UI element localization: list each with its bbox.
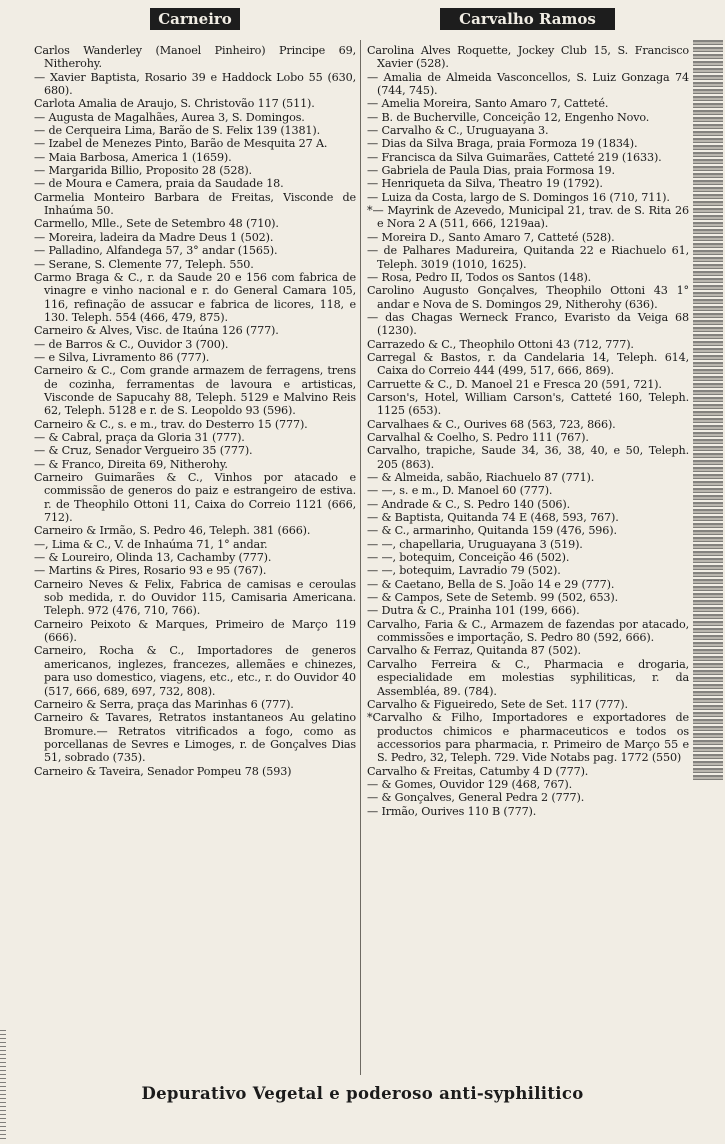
directory-entry: — —, botequim, Lavradio 79 (502).	[367, 564, 561, 578]
directory-entry: — & Cruz, Senador Vergueiro 35 (777).	[34, 444, 253, 458]
directory-entry: Carlos Wanderley (Manoel Pinheiro) Principe 69, Nitherohy.	[34, 44, 356, 71]
directory-entry: Carneiro Neves & Felix, Fabrica de camisas e ceroulas sob medida, r. do Ouvidor 115, Camisaria Americana. Teleph. 972 (476, 710, 766).	[34, 577, 356, 618]
directory-entry: — Serane, S. Clemente 77, Teleph. 550.	[34, 257, 254, 271]
directory-entry: Carneiro & Tavares, Retratos instantaneos Au gelatino Bromure.— Retratos vitrificados a fogo, como as porcellanas de Sevres e Limoges, r. de Gonçalves Dias 51, sobrado (735).	[34, 711, 356, 765]
directory-entry: Carregal & Bastos, r. da Candelaria 14, Teleph. 614, Caixa do Correio 444 (499, 517, 666, 869).	[367, 350, 689, 378]
directory-entry: — de Moura e Camera, praia da Saudade 18.	[34, 177, 284, 191]
directory-entry: — Andrade & C., S. Pedro 140 (506).	[367, 497, 571, 511]
directory-entry: Carvalho Ferreira & C., Pharmacia e drogaria, especialidade em molestias syphiliticas, r. da Assembléa, 89. (784).	[367, 657, 689, 698]
directory-entry: — —, botequim, Conceição 46 (502).	[367, 551, 570, 565]
directory-entry: Carrazedo & C., Theophilo Ottoni 43 (712, 777).	[367, 337, 634, 351]
directory-entry: Carneiro & Taveira, Senador Pompeu 78 (593)	[34, 764, 292, 778]
directory-entry: Carson's, Hotel, William Carson's, Catteté 160, Teleph. 1125 (653).	[367, 390, 689, 418]
left-column	[34, 44, 356, 778]
directory-entry: Carmelia Monteiro Barbara de Freitas, Visconde de Inhaúma 50.	[34, 190, 356, 218]
page-edge-marks	[693, 40, 723, 780]
directory-entry: Carvalho, trapiche, Saude 34, 36, 38, 40, e 50, Teleph. 205 (863).	[367, 444, 689, 471]
directory-entry: — & Caetano, Bella de S. João 14 e 29 (777).	[367, 577, 615, 591]
directory-entry: — das Chagas Werneck Franco, Evaristo da Veiga 68 (1230).	[367, 310, 689, 338]
directory-entry: Carneiro & C., Com grande armazem de ferragens, trens de cozinha, ferramentas de lavoura e artisticas, Visconde de Sapucahy 88, Teleph. 5129 e Malvino Reis 62, Teleph. 5128 e r. de S. Leopoldo 93 (596).	[34, 364, 356, 418]
directory-entry: Carvalho & Figueiredo, Sete de Set. 117 (777).	[367, 697, 628, 711]
directory-entry: Carneiro Guimarães & C., Vinhos por atacado e commissão de generos do paiz e estrangeiro de estiva. r. de Theophilo Ottoni 11, Caixa do Correio 1121 (666, 712).	[34, 471, 356, 525]
directory-entry: — B. de Bucherville, Conceição 12, Engenho Novo.	[367, 110, 650, 124]
directory-entry: — Moreira, ladeira da Madre Deus 1 (502).	[34, 230, 274, 244]
directory-entry: — & Loureiro, Olinda 13, Cachamby (777).	[34, 551, 272, 565]
directory-entry: — Margarida Billio, Proposito 28 (528).	[34, 164, 252, 178]
directory-entry: — Amalia de Almeida Vasconcellos, S. Luiz Gonzaga 74 (744, 745).	[367, 70, 689, 98]
directory-entry: — —, chapellaria, Uruguayana 3 (519).	[367, 537, 583, 551]
directory-entry: — Luiza da Costa, largo de S. Domingos 16 (710, 711).	[367, 190, 670, 204]
directory-entry: — Izabel de Menezes Pinto, Barão de Mesquita 27 A.	[34, 137, 328, 151]
directory-entry: — Xavier Baptista, Rosario 39 e Haddock Lobo 55 (630, 680).	[34, 70, 356, 98]
directory-entry: Carneiro, Rocha & C., Importadores de generos americanos, inglezes, francezes, allemães e chinezes, para uso domestico, viagens, etc., etc., r. do Ouvidor 40 (517, 666, 689, 697, 732, 808).	[34, 644, 356, 698]
directory-entry: Carneiro & Irmão, S. Pedro 46, Teleph. 381 (666).	[34, 524, 311, 538]
directory-entry: — Augusta de Magalhães, Aurea 3, S. Domingos.	[34, 110, 305, 124]
directory-entry: Carvalho & Ferraz, Quitanda 87 (502).	[367, 644, 581, 658]
directory-entry: — & Campos, Sete de Setemb. 99 (502, 653).	[367, 591, 619, 605]
directory-entry: — Maia Barbosa, America 1 (1659).	[34, 150, 232, 164]
directory-entry: Carvalhal & Coelho, S. Pedro 111 (767).	[367, 430, 589, 444]
footer-advertisement: Depurativo Vegetal e poderoso anti-syphilitico	[141, 1084, 584, 1103]
directory-entry: — Moreira D., Santo Amaro 7, Catteté (528).	[367, 230, 615, 244]
directory-entry: — de Barros & C., Ouvidor 3 (700).	[34, 337, 229, 351]
directory-entry: —, Lima & C., V. de Inhaúma 71, 1° andar.	[34, 537, 268, 551]
directory-entry: Carneiro & Serra, praça das Marinhas 6 (777).	[34, 697, 294, 711]
directory-entry: — de Cerqueira Lima, Barão de S. Felix 139 (1381).	[34, 124, 321, 138]
directory-entry: — & Cabral, praça da Gloria 31 (777).	[34, 430, 245, 444]
directory-entry: — Amelia Moreira, Santo Amaro 7, Catteté.	[367, 97, 609, 111]
directory-entry: *Carvalho & Filho, Importadores e exportadores de productos chimicos e pharmaceuticos e todos os accessorios para pharmacia, r. Primeiro de Março 55 e S. Pedro, 32, Teleph. 729. Vide Notabs pag. 1772 (550)	[367, 711, 689, 765]
directory-entry: Carlota Amalia de Araujo, S. Christovão 117 (511).	[34, 97, 315, 111]
right-column	[367, 44, 689, 818]
directory-entry: Carolina Alves Roquette, Jockey Club 15, S. Francisco Xavier (528).	[367, 44, 689, 71]
directory-entry: — & C., armarinho, Quitanda 159 (476, 596).	[367, 524, 617, 538]
directory-entry: *— Mayrink de Azevedo, Municipal 21, trav. de S. Rita 26 e Nora 2 A (511, 666, 1219aa).	[367, 204, 689, 231]
header-right-keyword: Carvalho Ramos	[440, 8, 615, 30]
directory-entry: — & Baptista, Quitanda 74 E (468, 593, 767).	[367, 511, 619, 525]
directory-entry: — Rosa, Pedro II, Todos os Santos (148).	[367, 270, 592, 284]
directory-entry: Carmello, Mlle., Sete de Setembro 48 (710).	[34, 217, 279, 231]
directory-entry: — Dutra & C., Prainha 101 (199, 666).	[367, 604, 580, 618]
column-divider	[360, 40, 361, 1075]
page-header	[0, 8, 725, 30]
header-left-keyword: Carneiro	[150, 8, 240, 30]
directory-entry: — Palladino, Alfandega 57, 3° andar (1565).	[34, 244, 278, 258]
directory-entry: — Martins & Pires, Rosario 93 e 95 (767).	[34, 564, 267, 578]
directory-entry: — Dias da Silva Braga, praia Formoza 19 (1834).	[367, 137, 638, 151]
directory-entry: Carmo Braga & C., r. da Saude 20 e 156 com fabrica de vinagre e vinho nacional e r. do General Camara 105, 116, refinação de assucar e fabrica de licores, 118, e 130. Teleph. 554 (466, 479, 875).	[34, 270, 356, 324]
directory-entry: — & Franco, Direita 69, Nitherohy.	[34, 457, 228, 471]
directory-entry: Carneiro & Alves, Visc. de Itaúna 126 (777).	[34, 324, 279, 338]
directory-entry: Carneiro & C., s. e m., trav. do Desterro 15 (777).	[34, 417, 308, 431]
directory-entry: — & Gonçalves, General Pedra 2 (777).	[367, 791, 585, 805]
directory-entry: — de Palhares Madureira, Quitanda 22 e Riachuelo 61, Teleph. 3019 (1010, 1625).	[367, 244, 689, 271]
directory-entry: Carneiro Peixoto & Marques, Primeiro de Março 119 (666).	[34, 617, 356, 645]
directory-entry: — & Almeida, sabão, Riachuelo 87 (771).	[367, 471, 595, 484]
directory-entry: Carvalho & Freitas, Catumby 4 D (777).	[367, 764, 589, 778]
directory-entry: — —, s. e m., D. Manoel 60 (777).	[367, 484, 553, 498]
directory-entry: Carvalhaes & C., Ourives 68 (563, 723, 866).	[367, 417, 616, 431]
directory-entry: — Gabriela de Paula Dias, praia Formosa 19.	[367, 164, 615, 178]
directory-entry: Carvalho, Faria & C., Armazem de fazendas por atacado, commissões e importação, S. Pedro 80 (592, 666).	[367, 617, 689, 645]
directory-entry: — & Gomes, Ouvidor 129 (468, 767).	[367, 777, 573, 791]
directory-entry: Carruette & C., D. Manoel 21 e Fresca 20 (591, 721).	[367, 377, 662, 391]
directory-entry: — Henriqueta da Silva, Theatro 19 (1792).	[367, 177, 603, 191]
directory-entry: — e Silva, Livramento 86 (777).	[34, 350, 210, 364]
directory-entry: — Francisca da Silva Guimarães, Catteté 219 (1633).	[367, 150, 662, 164]
directory-entry: — Carvalho & C., Uruguayana 3.	[367, 124, 549, 138]
directory-entry: Carolino Augusto Gonçalves, Theophilo Ottoni 43 1° andar e Nova de S. Domingos 29, Nitherohy (636).	[367, 284, 689, 311]
directory-entry: — Irmão, Ourives 110 B (777).	[367, 804, 537, 818]
